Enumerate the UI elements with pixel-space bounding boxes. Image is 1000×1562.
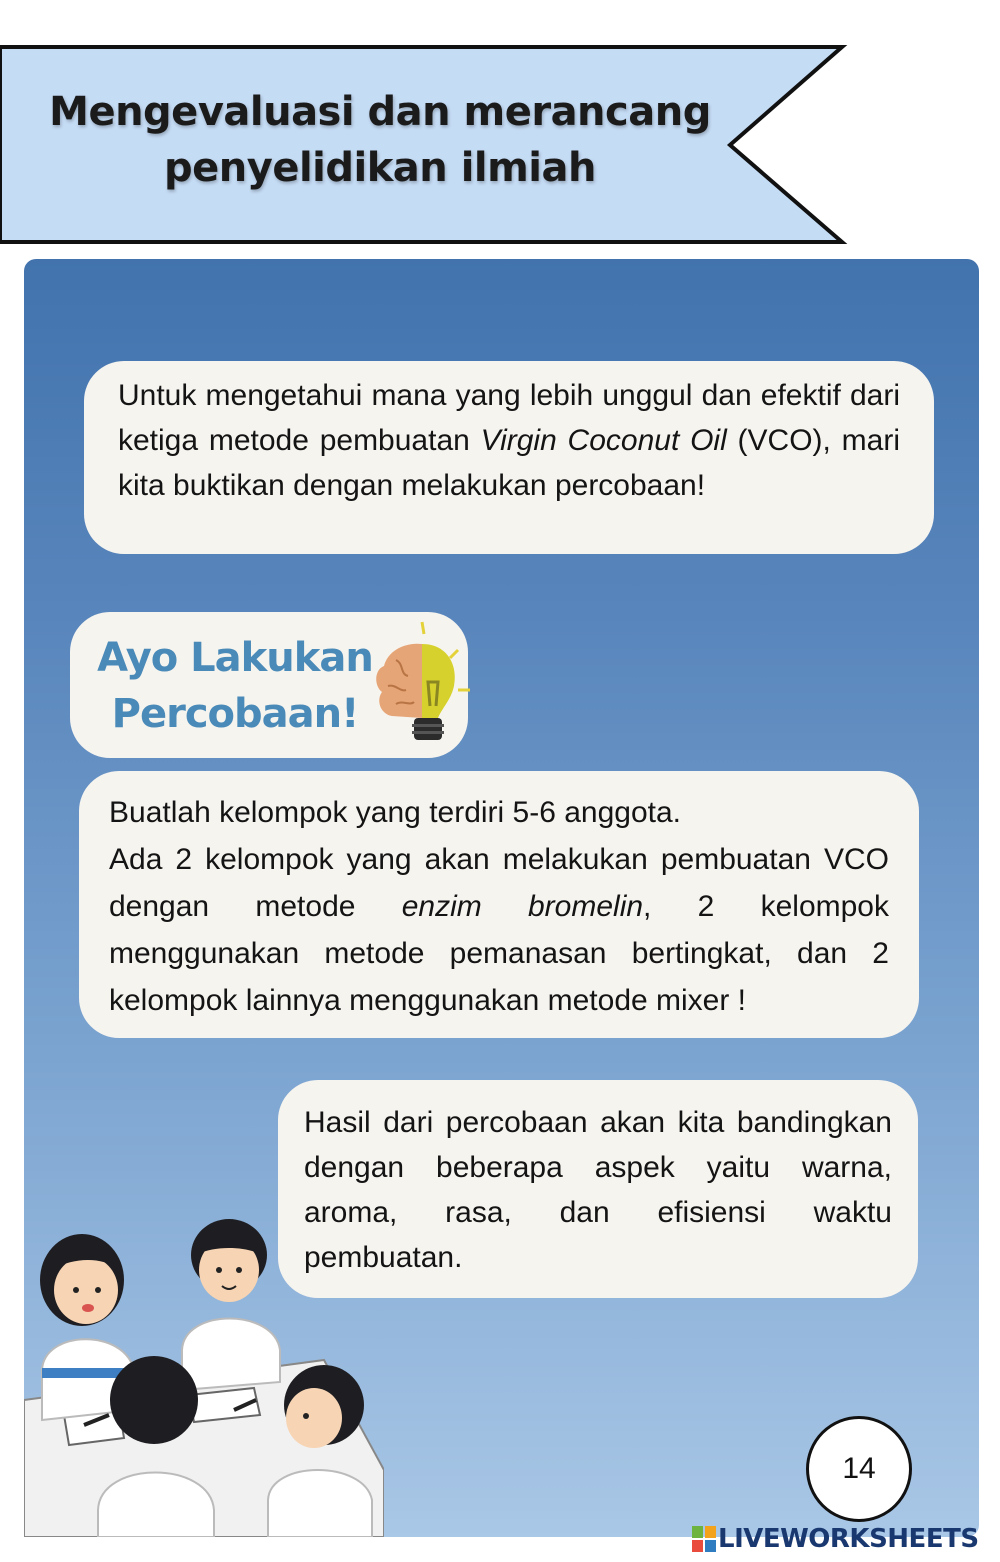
title-line-2: penyelidikan ilmiah [164, 145, 596, 191]
students-illustration [24, 1210, 384, 1537]
title-line-1: Mengevaluasi dan merancang [49, 89, 711, 135]
intro-bubble [84, 361, 934, 554]
instructions-line-1: Buatlah kelompok yang terdiri 5-6 anggota. [109, 796, 682, 829]
results-text: Hasil dari percobaan akan kita bandingkan dengan beberapa aspek yaitu warna, aroma, rasa, dan efisiensi waktu pembuatan. [304, 1106, 892, 1274]
intro-text: Untuk mengetahui mana yang lebih unggul dan efektif dari ketiga metode pembuatan Virgin Coconut Oil (VCO), mari kita buktikan dengan melakukan percobaan! [118, 379, 901, 502]
footer-brand-text: LIVEWORKSHEETS [718, 1524, 979, 1554]
liveworksheets-logo-icon [692, 1526, 716, 1552]
instructions-italic-term: enzim bromelin [401, 890, 644, 923]
activity-badge [70, 612, 468, 758]
activity-badge-line-1: Ayo Lakukan [97, 635, 373, 681]
footer-brand [692, 1522, 992, 1556]
instructions-text: Ada 2 kelompok yang akan melakukan pembuatan VCO dengan metode enzim bromelin, 2 kelompok menggunakan metode pemanasan bertingkat, dan 2 kelompok lainnya menggunakan metode mixer ! [109, 843, 889, 1017]
brain-lightbulb-icon [366, 620, 476, 750]
page-title [40, 84, 720, 196]
instructions-bubble [79, 771, 919, 1038]
page-number: 14 [806, 1416, 912, 1522]
intro-italic-term: Virgin Coconut Oil [480, 424, 727, 457]
activity-badge-text [90, 630, 380, 742]
activity-badge-line-2: Percobaan! [111, 691, 359, 737]
